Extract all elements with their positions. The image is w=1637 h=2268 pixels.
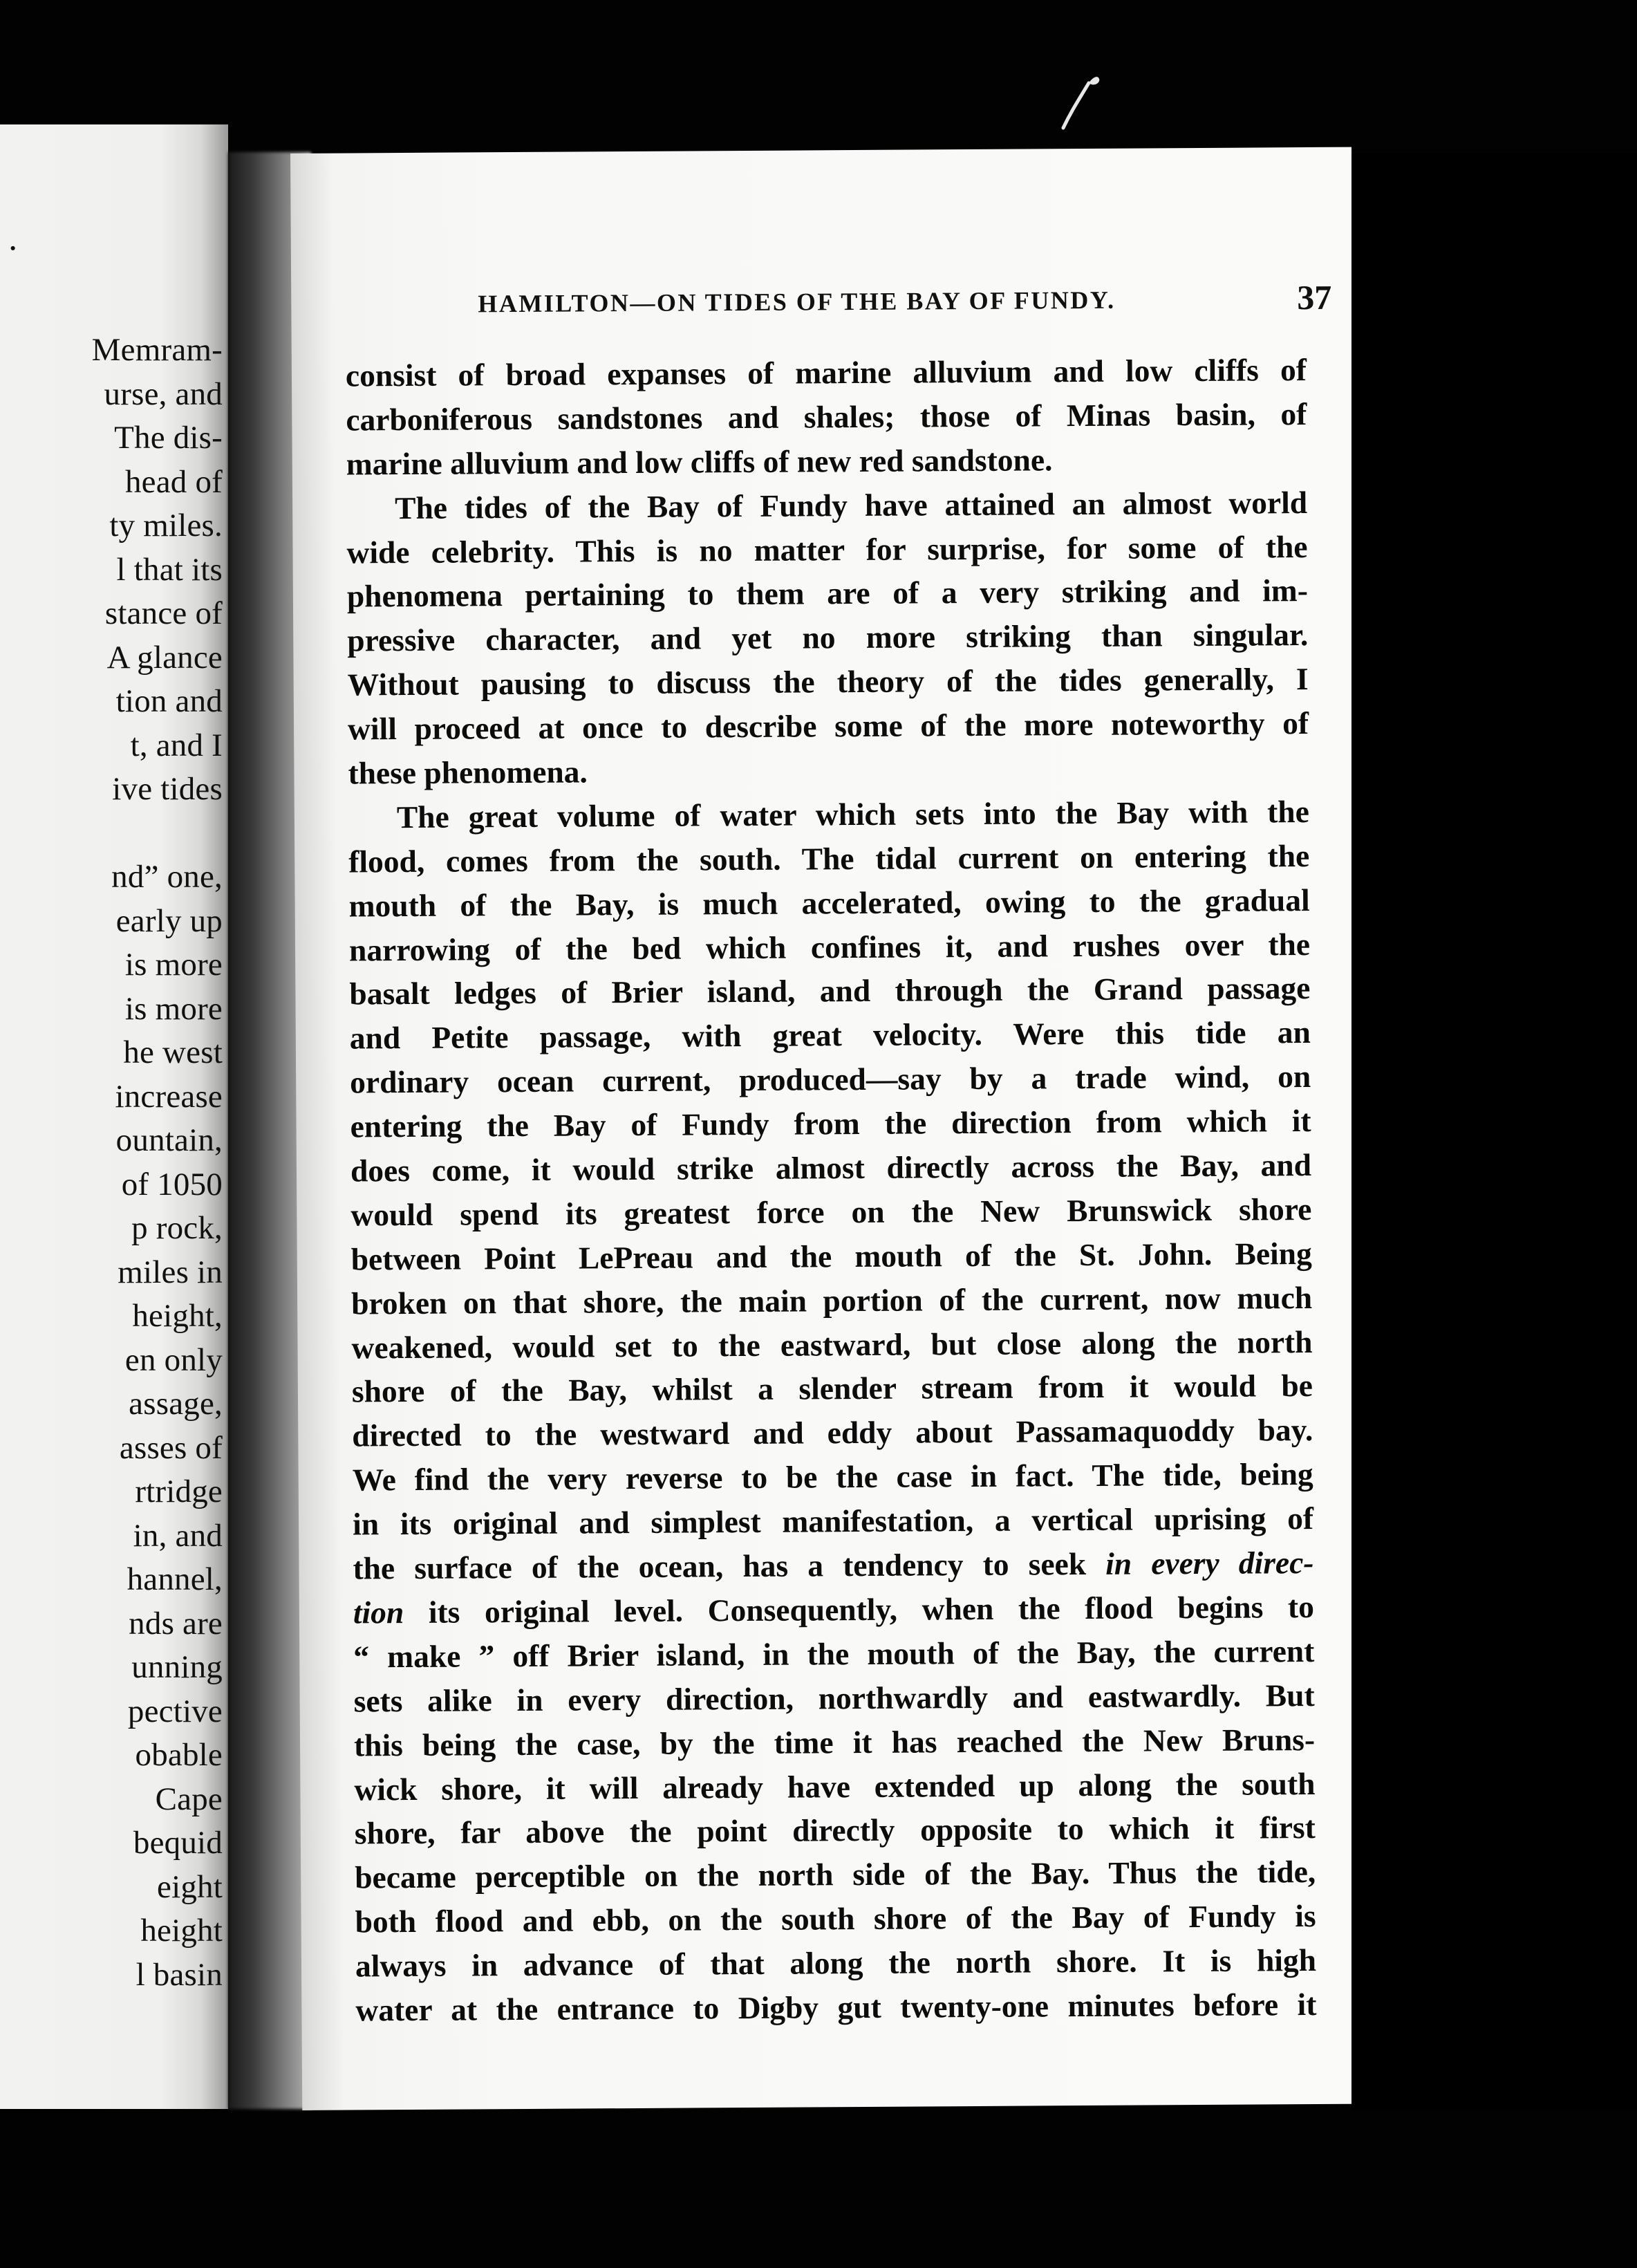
previous-page-line: Memram- [91, 332, 223, 368]
text-line: became perceptible on the north side of the Bay. Thus the tide, [355, 1854, 1316, 1895]
running-head [478, 277, 1332, 331]
text-line: pressive character, and yet no more striking than singular. [347, 617, 1309, 658]
previous-page-line: of 1050 [121, 1166, 223, 1202]
text-line: ordinary ocean current, produced—say by a trade wind, on [350, 1059, 1311, 1100]
previous-page-line: asses of [119, 1429, 223, 1466]
text-line: carboniferous sandstones and shales; those of Minas basin, of [346, 396, 1307, 438]
text-line: shore, far above the point directly opposite to which it first [354, 1810, 1316, 1851]
running-title: HAMILTON—ON TIDES OF THE BAY OF FUNDY. [478, 286, 1116, 318]
text-line: both flood and ebb, on the south shore of the Bay of Fundy is [355, 1898, 1316, 1940]
text-line: water at the entrance to Digby gut twenty-one minutes before it [355, 1986, 1317, 2028]
previous-page-line: is more [124, 947, 223, 983]
text-line: The great volume of water which sets into the Bay with the [396, 793, 1309, 835]
previous-page-line: rtridge [135, 1474, 223, 1509]
pen-mark-icon [1058, 69, 1106, 131]
previous-page-line [92, 812, 223, 856]
text-line: “ make ” off Brier island, in the mouth of the Bay, the current [353, 1633, 1315, 1675]
previous-page-line: A glance [106, 639, 223, 676]
previous-page-line: height, [132, 1298, 223, 1334]
text-line: weakened, would set to the eastward, but close along the north [351, 1323, 1313, 1366]
previous-page-line: tion and [115, 683, 223, 719]
previous-page-line: The dis- [114, 420, 223, 456]
text-line: will proceed at once to describe some of the more noteworthy of [347, 705, 1309, 747]
text-line: narrowing of the bed which confines it, and rushes over the [348, 926, 1311, 968]
text-line: wick shore, it will already have extended up along the south [354, 1765, 1316, 1807]
previous-page-line: increase [115, 1078, 223, 1115]
previous-page-line: urse, and [104, 375, 223, 412]
previous-page-line: Cape [155, 1781, 223, 1817]
text-line: directed to the westward and eddy about Passamaquoddy bay. [352, 1412, 1313, 1453]
text-line: entering the Bay of Fundy from the direction from which it [350, 1103, 1311, 1144]
scan-background-edge [1351, 154, 1637, 2110]
previous-page-line: nd” one, [111, 859, 223, 895]
text-line: sets alike in every direction, northwardly and eastwardly. But [353, 1677, 1315, 1719]
text-line: the surface of the ocean, has a tendency to seek in every direc- [353, 1545, 1314, 1586]
previous-page-line: unning [131, 1649, 223, 1685]
previous-page-line: assage, [129, 1386, 223, 1422]
previous-page-line: height [140, 1913, 223, 1949]
previous-page-line: obable [135, 1737, 223, 1773]
text-line: would spend its greatest force on the New Brunswick shore [350, 1191, 1312, 1233]
page-number: 37 [1297, 277, 1332, 317]
previous-page-line: in, and [133, 1517, 223, 1554]
text-line: this being the case, by the time it has reached the New Bruns- [353, 1721, 1316, 1763]
stray-mark: · [7, 229, 19, 268]
previous-page-line: hannel, [127, 1561, 223, 1597]
text-line: broken on that shore, the main portion of the current, now much [351, 1279, 1313, 1321]
previous-page-line: early up [115, 902, 223, 939]
text-line: these phenomena. [348, 754, 588, 791]
previous-page-line: ive tides [112, 771, 223, 807]
previous-page-line: bequid [133, 1825, 223, 1861]
previous-page-line: en only [124, 1341, 223, 1378]
previous-page-line: nds are [129, 1605, 223, 1642]
text-line: Without pausing to discuss the theory of the tides generally, I [347, 661, 1309, 703]
italic-phrase: in every direc- [1105, 1545, 1314, 1581]
text-line: does come, it would strike almost directly across the Bay, and [350, 1147, 1312, 1189]
previous-page-line: head of [124, 463, 223, 500]
text-line: tion its original level. Consequently, when the flood begins to [353, 1588, 1315, 1630]
text-line: consist of broad expanses of marine alluvium and low cliffs of [345, 352, 1307, 393]
previous-page-line: is more [124, 990, 223, 1027]
page-37 [290, 147, 1363, 2110]
text-line: wide celebrity. This is no matter for surprise, for some of the [346, 528, 1308, 570]
text-line: shore of the Bay, whilst a slender stream from it would be [351, 1368, 1313, 1409]
text-line: flood, comes from the south. The tidal current on entering the [348, 837, 1310, 880]
previous-page-lines [92, 328, 223, 1997]
previous-page-fragment [0, 124, 228, 2109]
text-line: basalt ledges of Brier island, and through the Grand passage [349, 970, 1311, 1012]
previous-page-line: l basin [135, 1956, 223, 1993]
text-line: in its original and simplest manifestation, a vertical uprising of [352, 1500, 1314, 1542]
italic-phrase: tion [353, 1594, 404, 1630]
text-line: We find the very reverse to be the case in fact. The tide, being [352, 1456, 1313, 1498]
previous-page-line: he west [123, 1034, 223, 1070]
text-line: mouth of the Bay, is much accelerated, owing to the gradual [348, 882, 1310, 924]
previous-page-line: eight [157, 1868, 223, 1905]
text-line: between Point LePreau and the mouth of the St. John. Being [350, 1235, 1312, 1277]
previous-page-line: miles in [118, 1254, 223, 1290]
text-line: marine alluvium and low cliffs of new red sandstone. [346, 442, 1053, 482]
previous-page-line: ty miles. [109, 508, 223, 543]
text-line: The tides of the Bay of Fundy have attained an almost world [394, 484, 1308, 526]
previous-page-line: pective [127, 1693, 223, 1729]
body-text [346, 348, 1317, 2032]
text-line: and Petite passage, with great velocity. Were this tide an [349, 1014, 1311, 1056]
previous-page-line: stance of [104, 595, 223, 631]
previous-page-line: t, and I [130, 727, 223, 763]
text-line: phenomena pertaining to them are of a very striking and im- [346, 573, 1309, 614]
previous-page-line: p rock, [131, 1210, 223, 1246]
previous-page-line: ountain, [115, 1122, 223, 1158]
text-line: always in advance of that along the north shore. It is high [355, 1942, 1317, 1984]
previous-page-line: l that its [116, 551, 223, 588]
